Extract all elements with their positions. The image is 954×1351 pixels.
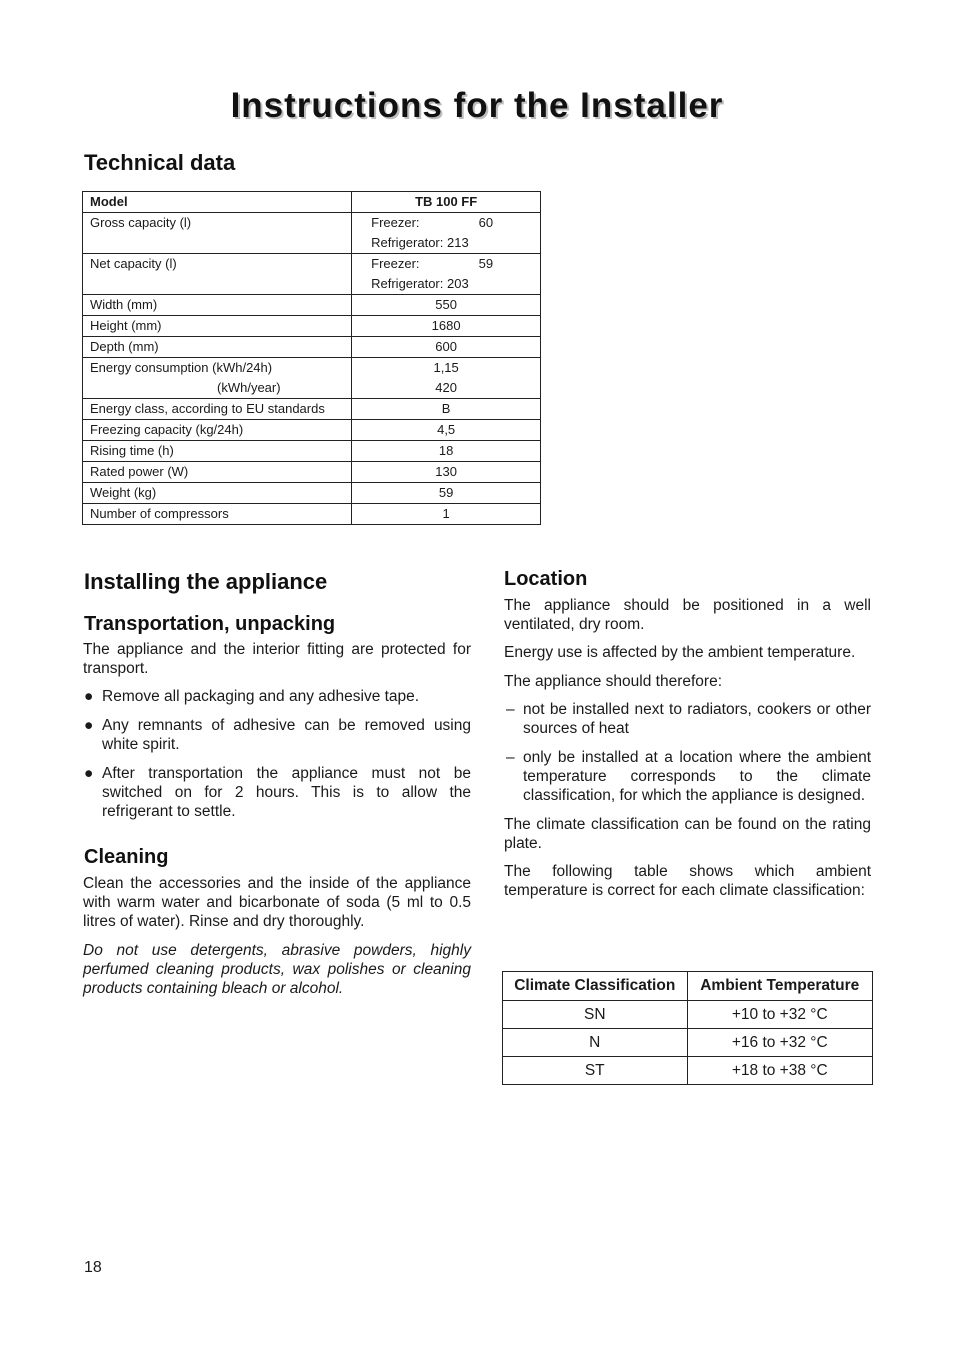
cleaning-heading: Cleaning [84,846,169,868]
climate-class-cell: N [503,1029,688,1057]
depth-value: 600 [352,337,541,358]
transport-list [83,687,471,821]
location-p4: The climate classification can be found on the rating plate. [504,816,871,852]
table-row [83,254,541,295]
list-item: – only be installed at a location where the ambient temperature corresponds to the climate classification, for which the appliance is designed. [506,749,871,804]
table-row [83,337,541,358]
climate-class-cell: ST [503,1057,688,1085]
net-fridge-value: 203 [447,276,469,291]
table-row [83,358,541,399]
location-heading: Location [504,568,588,590]
table-row [83,316,541,337]
dash-icon: – [506,701,515,718]
table-row [83,192,541,213]
location-p5: The following table shows which ambient temperature is correct for each climate classification: [504,863,871,899]
weight-label: Weight (kg) [83,483,352,504]
installing-heading: Installing the appliance [84,569,328,594]
climate-class-cell: SN [503,1001,688,1029]
climate-class-header: Climate Classification [503,972,688,1001]
height-value: 1680 [352,316,541,337]
compressors-label: Number of compressors [83,504,352,525]
list-item: ● Remove all packaging and any adhesive tape. [84,688,420,705]
bullet-icon: ● [84,688,94,705]
gross-fridge-value: 213 [447,235,469,250]
ambient-temp-cell: +18 to +38 °C [687,1057,872,1085]
cleaning-section [83,874,471,998]
transport-section [83,640,471,831]
height-label: Height (mm) [83,316,352,337]
cleaning-warning: Do not use detergents, abrasive powders, highly perfumed cleaning products, wax polishes or cleaning products containing bleach or alcohol. [83,942,471,997]
location-p3: The appliance should therefore: [504,673,723,690]
refrigerator-label: Refrigerator: [371,276,444,291]
page-title: Instructions for the Installer [230,86,724,125]
weight-value: 59 [352,483,541,504]
energy-day-label: Energy consumption (kWh/24h) [90,360,273,375]
table-row [503,1057,873,1085]
width-value: 550 [352,295,541,316]
table-row [83,295,541,316]
rated-power-value: 130 [352,462,541,483]
table-row [83,504,541,525]
gross-capacity-label: Gross capacity (l) [83,213,352,254]
rated-power-label: Rated power (W) [83,462,352,483]
page-number: 18 [84,1259,102,1276]
list-item: ● Any remnants of adhesive can be removed using white spirit. [84,717,471,753]
table-row [83,399,541,420]
location-p2: Energy use is affected by the ambient temperature. [504,644,856,661]
model-value: TB 100 FF [352,192,541,213]
dash-icon: – [506,749,515,766]
depth-label: Depth (mm) [83,337,352,358]
freezing-capacity-label: Freezing capacity (kg/24h) [83,420,352,441]
table-row [83,483,541,504]
refrigerator-label: Refrigerator: [371,235,444,250]
list-item: ● After transportation the appliance must not be switched on for 2 hours. This is to allow the refrigerant to settle. [84,765,471,820]
table-row [503,1029,873,1057]
location-p1: The appliance should be positioned in a well ventilated, dry room. [504,597,871,633]
technical-data-heading: Technical data [84,150,236,175]
table-row [83,420,541,441]
table-row [83,462,541,483]
energy-year-value: 420 [435,380,457,395]
model-label: Model [83,192,352,213]
transport-heading: Transportation, unpacking [84,613,336,635]
cleaning-text: Clean the accessories and the inside of the appliance with warm water and bicarbonate of soda (5 ml to 0.5 litres of water). Rinse and dry thoroughly. [83,875,471,930]
rising-time-label: Rising time (h) [83,441,352,462]
table-header-row [503,972,873,1001]
table-row [83,213,541,254]
ambient-temp-cell: +16 to +32 °C [687,1029,872,1057]
net-freezer-value: 59 [478,256,494,271]
table-row [83,441,541,462]
freezer-label: Freezer: [371,215,420,230]
table-row [503,1001,873,1029]
bullet-icon: ● [84,717,94,734]
location-section [504,596,871,900]
freezing-capacity-value: 4,5 [352,420,541,441]
compressors-value: 1 [352,504,541,525]
climate-table [502,971,873,1085]
ambient-temp-header: Ambient Temperature [687,972,872,1001]
energy-year-label: (kWh/year) [217,380,281,395]
energy-class-label: Energy class, according to EU standards [83,399,352,420]
list-item: – not be installed next to radiators, cookers or other sources of heat [506,701,871,737]
width-label: Width (mm) [83,295,352,316]
net-capacity-label: Net capacity (l) [83,254,352,295]
bullet-icon: ● [84,765,94,782]
rising-time-value: 18 [352,441,541,462]
energy-class-value: B [352,399,541,420]
transport-intro: The appliance and the interior fitting are protected for transport. [83,641,471,677]
ambient-temp-cell: +10 to +32 °C [687,1001,872,1029]
freezer-label: Freezer: [371,256,420,271]
location-list [504,700,871,805]
technical-data-table [82,191,541,525]
energy-day-value: 1,15 [433,360,459,375]
gross-freezer-value: 60 [478,215,494,230]
